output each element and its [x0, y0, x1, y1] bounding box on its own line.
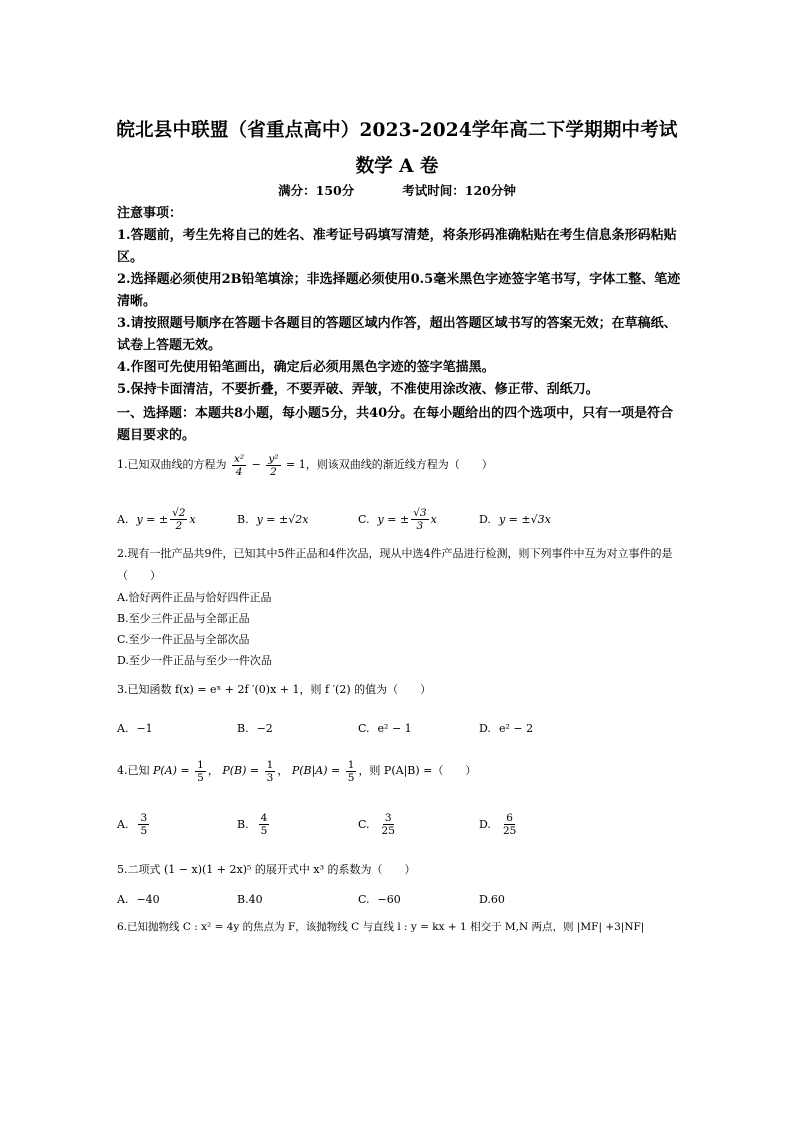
- note-item: 1.答题前，考生先将自己的姓名、准考证号码填写清楚，将条形码准确粘贴在考生信息条形码粘贴区。: [117, 228, 677, 265]
- section-heading: 一、选择题：本题共8小题，每小题5分，共40分。在每小题给出的四个选项中，只有一项是符合题目要求的。: [117, 406, 674, 443]
- fraction: $\frac{1}{3}$: [266, 758, 274, 784]
- option-a: A. y = ± $\frac{√2}{2}$ x: [117, 506, 196, 532]
- note-item: 2.选择题必须使用2B铅笔填涂；非选择题必须使用0.5毫米黑色字迹签字笔书写，字体工整、笔迹清晰。: [117, 272, 681, 309]
- question-4-stem-pre: 4.已知: [117, 764, 150, 777]
- question-3-stem: 3.已知函数 f(x) = eˣ + 2f ′(0)x + 1，则 f ′(2) 的值为（ ）: [117, 683, 432, 696]
- question-6-stem: 6.已知抛物线 C : x² = 4y 的焦点为 F，该抛物线 C 与直线 l : y = kx + 1 相交于 M,N 两点，则 |MF| +3|NF|: [117, 921, 645, 933]
- question-3-options: [117, 715, 682, 741]
- question-2-options: [117, 587, 682, 671]
- fraction: $\frac{\text{x²}}{4}$: [234, 452, 245, 478]
- pba: P(B|A) =: [291, 764, 341, 777]
- option-c: C. $\frac{3}{25}$: [358, 811, 395, 837]
- fraction: $\frac{\text{y²}}{2}$: [268, 452, 279, 478]
- option-c: C. e² − 1: [358, 721, 412, 735]
- question-6: [117, 917, 682, 937]
- question-1-stem-pre: 1.已知双曲线的方程为: [117, 458, 227, 471]
- question-1: [117, 450, 682, 480]
- notes-block: [117, 203, 682, 401]
- question-1-options: [117, 506, 682, 532]
- note-item: 4.作图可先使用铅笔画出，确定后必须用黑色字迹的签字笔描黑。: [117, 360, 495, 375]
- question-4-stem-post: ，则 P(A|B) =（ ）: [358, 764, 477, 777]
- exam-time: 考试时间：120分钟: [402, 183, 516, 198]
- option-b: B. $\frac{4}{5}$: [237, 811, 268, 837]
- question-5-options: [117, 886, 682, 912]
- option-d: D.60: [479, 892, 505, 906]
- score-time-line: [0, 181, 794, 199]
- question-1-stem-post: ，则该双曲线的渐近线方程为（ ）: [305, 458, 493, 471]
- note-item: 3.请按照题号顺序在答题卡各题目的答题区域内作答，超出答题区域书写的答案无效；在草稿纸、试卷上答题无效。: [117, 316, 677, 353]
- notes-heading: 注意事项：: [117, 206, 183, 221]
- question-3: [117, 680, 682, 700]
- option-c: C.至少一件正品与全部次品: [117, 633, 250, 646]
- option-d: D.至少一件正品与至少一件次品: [117, 654, 272, 667]
- option-a: A. −40: [117, 892, 160, 906]
- question-4-options: [117, 811, 682, 837]
- pb: P(B) =: [222, 764, 260, 777]
- option-b: B.至少三件正品与全部正品: [117, 612, 250, 625]
- option-d: D. y = ±√3x: [479, 512, 551, 526]
- question-2-stem: 2.现有一批产品共9件，已知其中5件正品和4件次品，现从中选4件产品进行检测，则下列事件中互为对立事件的是（ ）: [117, 547, 673, 582]
- question-2: [117, 543, 682, 671]
- question-4: 4.已知 P(A) = $\frac{1}{5}$ ， P(B) = $\frac{1}{3}$ ， P(B|A) = $\frac{1}{5}$ ，则 P(A|B) =（ ）: [117, 758, 477, 784]
- exam-title: 皖北县中联盟（省重点高中）2023-2024学年高二下学期期中考试: [116, 120, 678, 141]
- fraction: $\frac{1}{5}$: [197, 758, 204, 784]
- option-a: A. $\frac{3}{5}$: [117, 811, 148, 837]
- fraction: $\frac{1}{5}$: [347, 758, 355, 784]
- option-c: C. −60: [358, 892, 401, 906]
- full-score: 满分：150分: [278, 183, 355, 198]
- option-d: D. $\frac{6}{25}$: [479, 811, 517, 837]
- option-a: A. −1: [117, 721, 153, 735]
- question-5-stem: 5.二项式 (1 − x)(1 + 2x)⁵ 的展开式中 x³ 的系数为（ ）: [117, 863, 416, 876]
- minus-sign: −: [251, 458, 261, 471]
- option-d: D. e² − 2: [479, 721, 534, 735]
- equals-one: = 1: [286, 458, 306, 471]
- option-b: B. y = ±√2x: [237, 512, 309, 526]
- pa: P(A) =: [153, 764, 190, 777]
- exam-subtitle: 数学 A 卷: [355, 156, 439, 177]
- question-5: [117, 860, 682, 880]
- option-a: A.恰好两件正品与恰好四件正品: [117, 591, 272, 604]
- option-c: C. y = ± $\frac{√3}{3}$ x: [358, 506, 437, 532]
- note-item: 5.保持卡面清洁，不要折叠，不要弄破、弄皱，不准使用涂改液、修正带、刮纸刀。: [117, 382, 599, 397]
- option-b: B. −2: [237, 721, 273, 735]
- option-b: B.40: [237, 892, 263, 906]
